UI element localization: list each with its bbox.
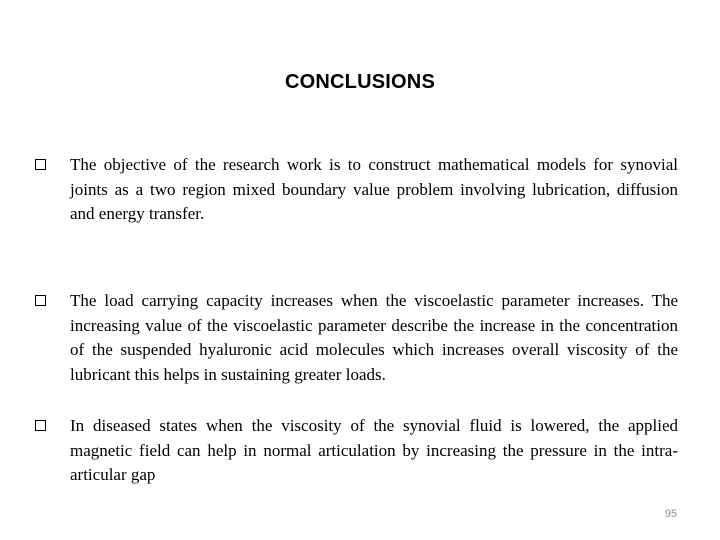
bullet-text: In diseased states when the viscosity of the synovial fluid is lowered, the applied magnetic field can help in normal articulation by increasing the pressure in the intra-articular gap <box>70 416 678 484</box>
bullet-text: The objective of the research work is to construct mathematical models for synovial joints as a two region mixed boundary value problem involving lubrication, diffusion and energy transfer. <box>70 155 678 223</box>
page-number: 95 <box>664 508 677 520</box>
bullet-item <box>70 414 678 488</box>
slide-title: CONCLUSIONS <box>285 71 435 93</box>
checkbox-bullet-icon <box>35 420 46 431</box>
checkbox-bullet-icon <box>35 159 46 170</box>
bullet-text: The load carrying capacity increases when the viscoelastic parameter increases. The increasing value of the viscoelastic parameter describe the increase in the concentration of the suspended hyaluronic acid molecules which increases overall viscosity of the lubricant this helps in sustaining greater loads. <box>70 291 678 384</box>
bullet-item <box>70 289 678 387</box>
bullet-item <box>70 153 678 227</box>
checkbox-bullet-icon <box>35 295 46 306</box>
